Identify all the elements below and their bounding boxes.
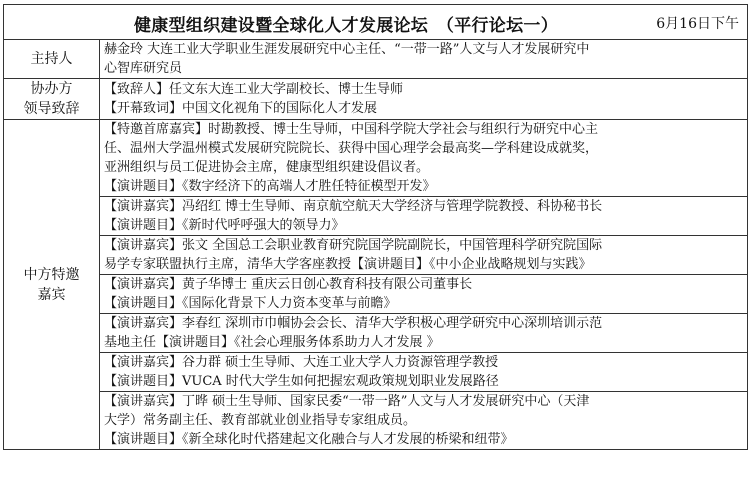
guest-line: 【演讲题目】VUCA 时代大学生如何把握宏观政策规划职业发展路径 (104, 374, 499, 389)
guest-line: 【演讲嘉宾】张文 全国总工会职业教育研究院国学院副院长，中国管理科学研究院国际 (104, 238, 603, 253)
guest-entry (4, 236, 748, 275)
guest-entry (4, 197, 748, 236)
speech-line: 【致辞人】任文东大连工业大学副校长、博士生导师 (104, 82, 404, 97)
host-row (4, 40, 748, 79)
guest-line: 【演讲嘉宾】冯绍红 博士生导师、南京航空航天大学经济与管理学院教授、科协秘书长 (104, 199, 603, 214)
co-organizer-label-line: 协办方 (30, 81, 73, 97)
title-row (4, 5, 748, 40)
co-organizer-label-line: 领导致辞 (23, 101, 80, 117)
guests-label-line: 嘉宾 (37, 286, 66, 303)
guest-line: 【演讲嘉宾】谷力群 硕士生导师、大连工业大学人力资源管理学教授 (104, 355, 499, 370)
guest-entry (4, 353, 748, 392)
guest-line: 【特邀首席嘉宾】时勘教授、博士生导师，中国科学院大学社会与组织行为研究中心主 (104, 122, 599, 137)
guest-line: 【演讲嘉宾】丁晔 硕士生导师、国家民委“一带一路”人文与人才发展研究中心（天津 (104, 394, 590, 409)
guest-entry (4, 314, 748, 353)
guest-line: 易学专家联盟执行主席，清华大学客座教授【演讲题目】《中小企业战略规划与实践》 (104, 257, 592, 272)
guest-entry (4, 392, 748, 450)
co-organizer-row (4, 79, 748, 120)
guests-label-line: 中方特邀 (23, 266, 80, 283)
guest-line: 【演讲嘉宾】黄子华博士 重庆云日创心教育科技有限公司董事长 (104, 277, 473, 292)
page-title: 健康型组织建设暨全球化人才发展论坛 （平行论坛一） (134, 16, 558, 36)
guest-line: 【演讲题目】《新时代呼呼强大的领导力》 (104, 218, 345, 233)
guests-label (4, 120, 100, 450)
guest-line: 任、温州大学温州模式发展研究院院长、获得中国心理学会最高奖—学科建设成就奖， (104, 141, 599, 156)
host-line: 心智库研究员 (104, 61, 183, 76)
speech-line: 【开幕致词】中国文化视角下的国际化人才发展 (104, 101, 378, 116)
guest-entry (4, 275, 748, 314)
host-label: 主持人 (4, 40, 100, 79)
host-line: 赫金玲 大连工业大学职业生涯发展研究中心主任、“一带一路”人文与人才发展研究中 (104, 42, 590, 57)
guest-entry (4, 120, 748, 197)
guest-line: 【演讲嘉宾】李春红 深圳市巾帼协会会长、清华大学积极心理学研究中心深圳培训示范 (104, 316, 603, 331)
co-organizer-label (4, 79, 100, 120)
guest-line: 亚洲组织与员工促进协会主席，健康型组织建设倡议者。 (104, 160, 430, 175)
forum-schedule-table (3, 4, 748, 450)
guest-line: 【演讲题目】《数字经济下的高端人才胜任特征模型开发》 (104, 179, 436, 194)
guest-line: 【演讲题目】《国际化背景下人力资本变革与前瞻》 (104, 296, 397, 311)
guest-line: 大学）常务副主任、教育部就业创业指导专家组成员。 (104, 413, 417, 428)
session-date: 6月16日下午 (656, 16, 739, 32)
guest-line: 【演讲题目】《新全球化时代搭建起文化融合与人才发展的桥梁和纽带》 (104, 432, 514, 447)
guest-line: 基地主任【演讲题目】《社会心理服务体系助力人才发展 》 (104, 335, 440, 350)
